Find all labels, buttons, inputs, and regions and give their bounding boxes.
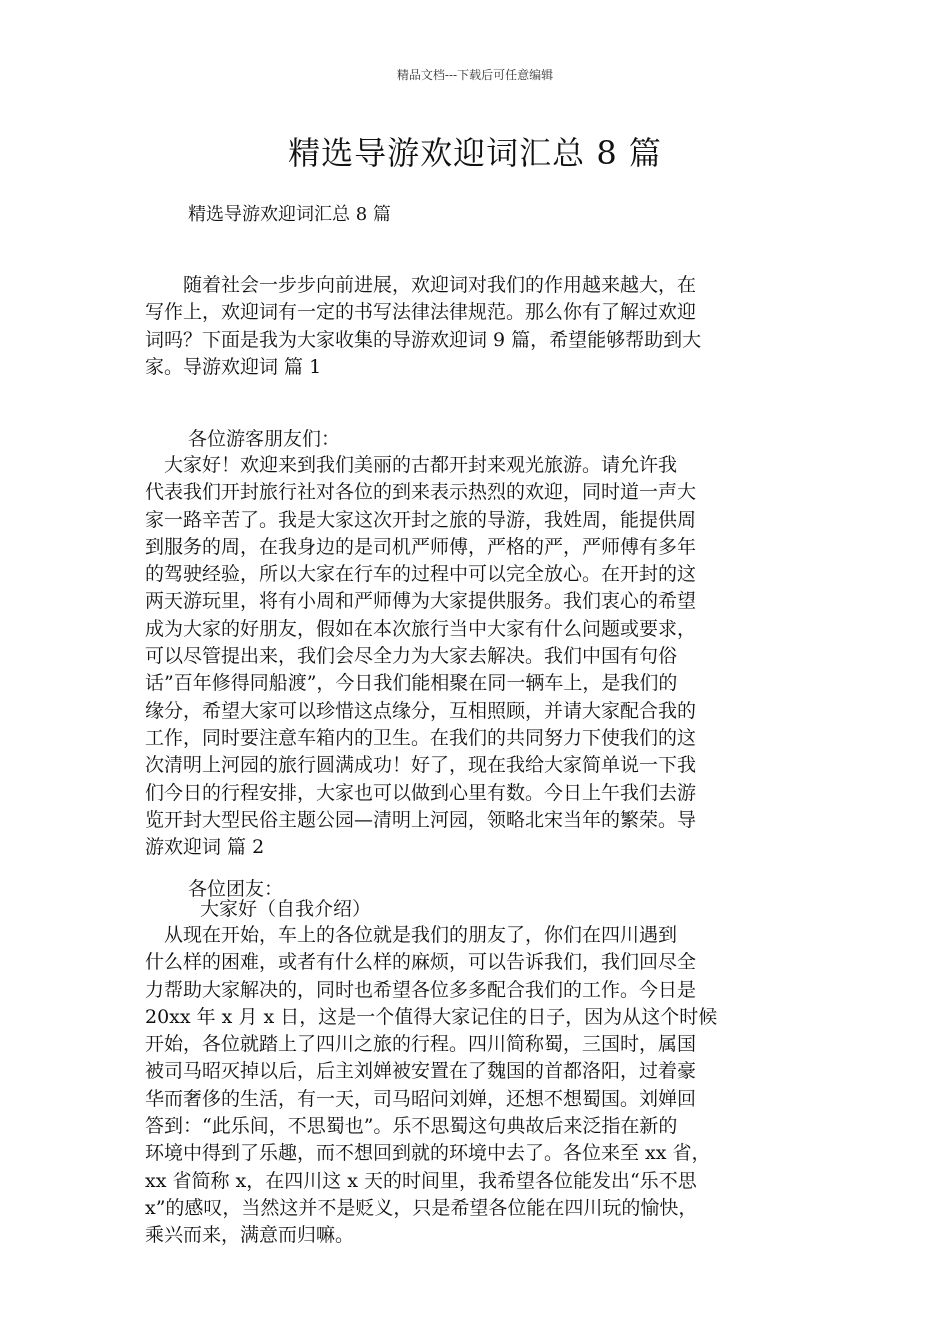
- section2-body: 从现在开始，车上的各位就是我们的朋友了，你们在四川遇到 什么样的困难，或者有什么样的麻烦，可以告诉我们，我们回尽全 力帮助大家解决的，同时也希望各位多多配合我们的工作。今日是 20xx 年 x 月 x 日，这是一个值得大家记住的日子，因为从这个时候 开始，各位就踏上了四川之旅的行程。四川简称蜀，三国时，属国 被司马昭灭掉以后，后主刘婵被安置在了魏国的首都洛阳，过着豪 华而奢侈的生活，有一天，司马昭问刘婵，还想不想蜀国。刘婵回 答到：“此乐间，不思蜀也”。乐不思蜀这句典故后来泛指在新的 环境中得到了乐趣，而不想回到就的环境中去了。各位来至 xx 省， xx 省简称 x，在四川这 x 天的时间里，我希望各位能发出“乐不思 x”的感叹，当然这并不是贬义，只是希望各位能在四川玩的愉快， 乘兴而来，满意而归嘛。: [145, 924, 718, 1247]
- intro-paragraph: 随着社会一步步向前进展，欢迎词对我们的作用越来越大，在 写作上，欢迎词有一定的书写法律法律规范。那么你有了解过欢迎 词吗？下面是我为大家收集的导游欢迎词 9 篇，希望能够帮助到大 家。导游欢迎词 篇 1: [145, 274, 702, 378]
- section1-body: 大家好！欢迎来到我们美丽的古都开封来观光旅游。请允许我 代表我们开封旅行社对各位的到来表示热烈的欢迎，同时道一声大 家一路辛苦了。我是大家这次开封之旅的导游，我姓周，能提供周 到服务的周，在我身边的是司机严师傅，严格的严，严师傅有多年 的驾驶经验，所以大家在行车的过程中可以完全放心。在开封的这 两天游玩里，将有小周和严师傅为大家提供服务。我们衷心的希望 成为大家的好朋友，假如在本次旅行当中大家有什么问题或要求， 可以尽管提出来，我们会尽全力为大家去解决。我们中国有句俗 话”百年修得同船渡”，今日我们能相聚在同一辆车上，是我们的 缘分，希望大家可以珍惜这点缘分，互相照顾，并请大家配合我的 工作，同时要注意车箱内的卫生。在我们的共同努力下使我们的这 次清明上河园的旅行圆满成功！好了，现在我给大家简单说一下我 们今日的行程安排，大家也可以做到心里有数。今日上午我们去游 览开封大型民俗主题公园—清明上河园，领略北宋当年的繁荣。导 游欢迎词 篇 2: [145, 454, 697, 859]
- header-note: 精品文档---下载后可任意编辑: [396, 68, 554, 82]
- section1-greeting: 各位游客朋友们：: [188, 428, 341, 450]
- section2-hello: 大家好（自我介绍）: [200, 898, 372, 920]
- document-title: 精选导游欢迎词汇总 8 篇: [288, 134, 662, 172]
- document-subtitle: 精选导游欢迎词汇总 8 篇: [188, 204, 391, 225]
- section2-greeting: 各位团友：: [188, 878, 284, 900]
